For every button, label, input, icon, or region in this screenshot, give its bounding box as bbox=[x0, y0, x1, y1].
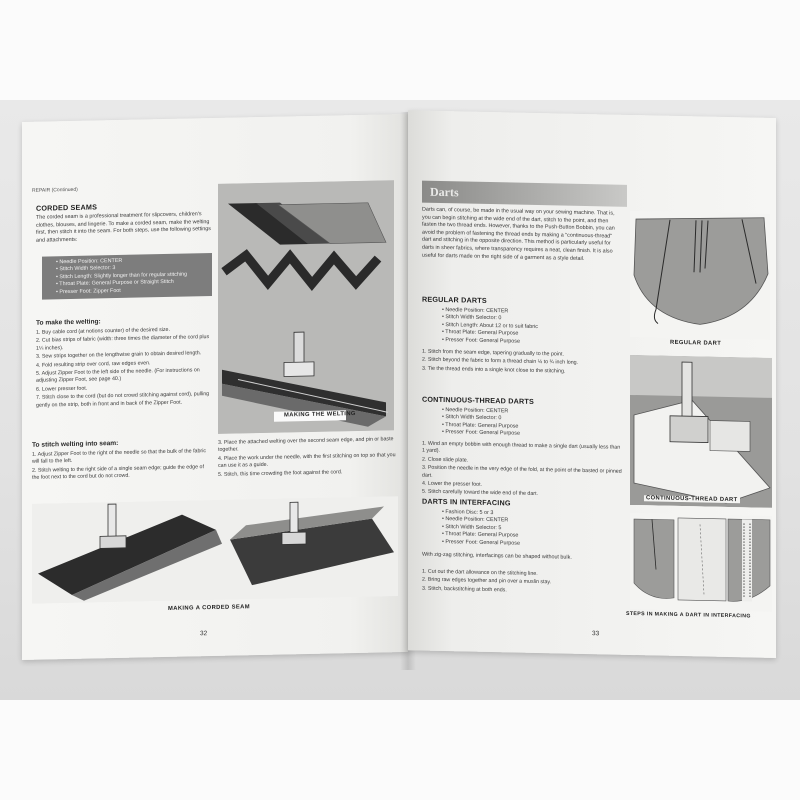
setting-item: • Needle Position: CENTER bbox=[442, 307, 632, 318]
list-item: 1. Buy cable cord (at notions counter) of the desired size. bbox=[36, 326, 170, 336]
section-title-corded-seams: CORDED SEAMS bbox=[36, 202, 98, 213]
setting-item: • Fashion Disc: 5 or 3 bbox=[442, 509, 632, 520]
regular-dart-illustration bbox=[630, 211, 770, 340]
list-item: 3. Place the attached welting over the second seam edge, and pin or baste together. bbox=[218, 436, 394, 454]
list-item: 4. Place the work under the needle, with the first stitching on top so that you can use it as a guide. bbox=[218, 451, 396, 470]
continuous-dart-caption: CONTINUOUS-THREAD DART bbox=[646, 495, 738, 504]
darts-banner bbox=[422, 181, 627, 207]
list-item: 1. Cut out the dart allowance on the stitching line. bbox=[422, 568, 538, 578]
setting-item: • Throat Plate: General Purpose bbox=[442, 531, 632, 542]
list-item: 4. Lower the presser foot. bbox=[422, 480, 483, 488]
corded-seam-caption: MAKING A CORDED SEAM bbox=[168, 604, 250, 612]
continuous-dart-illustration bbox=[630, 355, 772, 508]
interfacing-caption: STEPS IN MAKING A DART IN INTERFACING bbox=[626, 610, 751, 620]
setting-item: • Presser Foot: General Purpose bbox=[442, 337, 632, 348]
right-page bbox=[408, 110, 776, 658]
page-number-right: 33 bbox=[592, 630, 600, 638]
list-item: 2. Stitch welting to the right side of a single seam edge; guide the edge of the foot next to the cord but do not crowd. bbox=[32, 464, 204, 482]
interfacing-steps bbox=[422, 569, 622, 598]
interfacing-dart-drawing bbox=[630, 513, 772, 612]
darts-intro: Darts can, of course, be made in the usual way on your sewing machine. That is, you can begin stitching at the wide end of the dart, stitch to the point, and then fasten the two thread ends. However, thanks to the Push-Button Bobbin, you can avoid the problem of fastening the thread ends by making a "continuous-thread" dart and stitching in the opposite direction. This method is particularly useful for darts in sheer fabrics, where transparency requires a neat, clean finish. It is also useful for darts made on the right side of a garment as a style detail. bbox=[422, 206, 615, 262]
setting-item: • Needle Position: CENTER bbox=[442, 407, 632, 418]
list-item: 5. Stitch, this time crowding the foot against the cord. bbox=[218, 468, 343, 478]
list-item: 1. Adjust Zipper Foot to the right of the needle so that the bulk of the fabric will fall to the left. bbox=[32, 448, 207, 466]
list-item: 7. Stitch close to the cord (but do not crowd stitching against cord), pulling gently on the strip, both in front and in back of the Zipper Foot. bbox=[36, 391, 210, 409]
welting-steps bbox=[36, 326, 214, 411]
continuous-darts-title: CONTINUOUS-THREAD DARTS bbox=[422, 394, 535, 406]
list-item: 5. Adjust Zipper Foot to the left side of the needle. (For instructions on adjusting Zipper Foot, see page 40.) bbox=[36, 367, 200, 385]
corded-seams-intro: The corded seam is a professional treatment for slipcovers, children's clothes, blouses, and lingerie. To make a corded seam, make the welting first, then stitch it into the seam. For both steps, use the following settings and attachments: bbox=[36, 211, 211, 244]
continuous-steps bbox=[422, 441, 622, 502]
welting-drawing bbox=[218, 180, 394, 434]
page-number-left: 32 bbox=[200, 630, 208, 638]
corded-seam-illustration bbox=[32, 496, 398, 604]
setting-item: • Needle Position: CENTER bbox=[56, 256, 206, 267]
setting-item: • Throat Plate: General Purpose bbox=[442, 422, 632, 433]
welting-illustration bbox=[218, 180, 394, 434]
welting-caption: MAKING THE WELTING bbox=[284, 411, 356, 419]
list-item: 4. Fold resulting strip over cord, raw edges even. bbox=[36, 359, 151, 369]
list-item: 5. Stitch carefully toward the wide end of the dart. bbox=[422, 489, 539, 498]
welting-title: To make the welting: bbox=[36, 318, 101, 327]
seam-steps-b bbox=[218, 436, 396, 480]
setting-item: • Stitch Width Selector: 5 bbox=[442, 524, 632, 535]
setting-item: • Stitch Width Selector: 0 bbox=[442, 414, 632, 425]
setting-item: • Throat Plate: General Purpose or Straight Stitch bbox=[56, 278, 206, 289]
list-item: 1. Wind an empty bobbin with enough thread to make a single dart (usually less than 1 yard). bbox=[422, 440, 621, 455]
interfacing-dart-illustration bbox=[630, 513, 772, 612]
setting-item: • Throat Plate: General Purpose bbox=[442, 329, 632, 340]
corded-seam-drawing bbox=[32, 496, 398, 604]
list-item: 6. Lower presser foot. bbox=[36, 385, 88, 393]
setting-item: • Presser Foot: General Purpose bbox=[442, 429, 632, 440]
list-item: 3. Stitch, backstitching at both ends. bbox=[422, 585, 507, 594]
continuous-settings bbox=[428, 404, 638, 444]
list-item: 2. Bring raw edges together and pin over a muslin stay. bbox=[422, 576, 552, 586]
setting-item: • Stitch Width Selector: 3 bbox=[56, 264, 206, 275]
list-item: 3. Sew strips together on the lengthwise grain to obtain desired length. bbox=[36, 350, 202, 360]
seam-title: To stitch welting into seam: bbox=[32, 439, 119, 449]
settings-box bbox=[42, 253, 212, 300]
list-item: 3. Position the needle in the very edge of the fold, at the point of the basted or pinned dart. bbox=[422, 464, 622, 479]
left-page bbox=[22, 114, 408, 660]
regular-dart-caption: REGULAR DART bbox=[670, 339, 722, 347]
regular-settings bbox=[428, 304, 638, 351]
list-item: 2. Stitch beyond the fabric to form a thread chain ½ to ¾ inch long. bbox=[422, 356, 579, 367]
setting-item: • Presser Foot: General Purpose bbox=[442, 539, 632, 550]
list-item: 2. Cut bias strips of fabric (width: three times the diameter of the cord plus 1¼ inches). bbox=[36, 334, 210, 352]
interfacing-settings bbox=[428, 506, 638, 553]
setting-item: • Stitch Length: Slightly longer than for regular stitching bbox=[56, 271, 206, 282]
list-item: 2. Close slide plate. bbox=[422, 456, 469, 464]
regular-steps bbox=[422, 349, 622, 378]
darts-banner-title: Darts bbox=[430, 184, 459, 200]
seam-steps-a bbox=[32, 448, 212, 483]
setting-item: • Stitch Width Selector: 0 bbox=[442, 314, 632, 325]
interfacing-intro: With zig-zag stitching, interfacings can be shaped without bulk. bbox=[422, 551, 572, 561]
regular-dart-drawing bbox=[630, 211, 770, 340]
list-item: 3. Tie the thread ends into a single knot close to the stitching. bbox=[422, 365, 566, 375]
setting-item: • Presser Foot: Zipper Foot bbox=[56, 286, 206, 297]
regular-darts-title: REGULAR DARTS bbox=[422, 294, 487, 305]
continuous-dart-drawing bbox=[630, 355, 772, 508]
interfacing-title: DARTS IN INTERFACING bbox=[422, 496, 511, 508]
setting-item: • Stitch Length: About 12 or to suit fabric bbox=[442, 322, 632, 333]
setting-item: • Needle Position: CENTER bbox=[442, 516, 632, 527]
running-head: REPAIR (Continued) bbox=[32, 186, 78, 194]
list-item: 1. Stitch from the seam edge, tapering gradually to the point. bbox=[422, 348, 564, 358]
